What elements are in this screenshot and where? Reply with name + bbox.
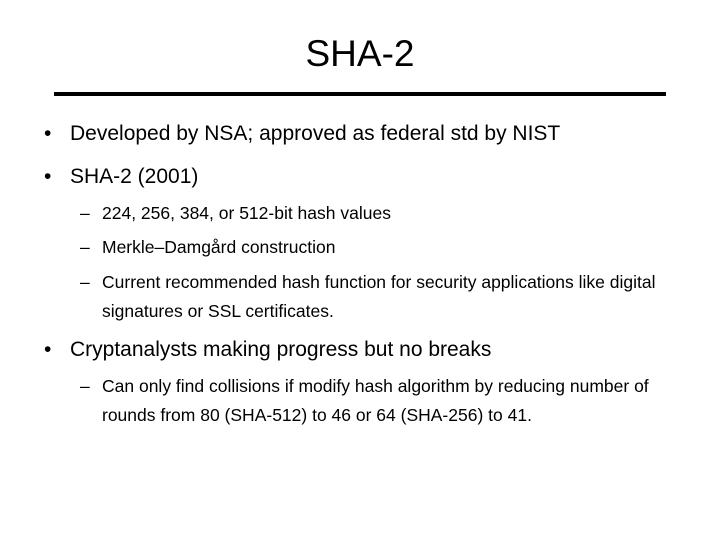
dash-icon: –	[80, 272, 90, 292]
bullet-text: Developed by NSA; approved as federal std by NIST	[70, 122, 561, 145]
bullet-icon: •	[44, 338, 52, 361]
dash-icon: –	[80, 203, 90, 223]
bullet-icon: •	[44, 122, 52, 145]
sub-bullet-text: Merkle–Damgård construction	[102, 237, 336, 257]
bullet-icon: •	[44, 165, 52, 188]
sub-bullet-text: Can only find collisions if modify hash algorithm by reducing number of rounds from 80 (SHA-512) to 46 or 64 (SHA-256) to 41.	[102, 376, 649, 425]
title-divider	[54, 92, 666, 96]
sub-bullet-text: Current recommended hash function for security applications like digital signatures or SSL certificates.	[102, 272, 656, 321]
bullet-text: SHA-2 (2001)	[70, 165, 199, 188]
sub-bullet-item	[80, 372, 680, 430]
sub-bullet-item	[80, 268, 680, 326]
sub-bullet-text: 224, 256, 384, or 512-bit hash values	[102, 203, 391, 223]
dash-icon: –	[80, 237, 90, 257]
sub-bullet-item	[80, 233, 680, 262]
sub-bullet-item	[80, 199, 680, 228]
bullet-text: Cryptanalysts making progress but no breaks	[70, 338, 492, 361]
slide-title: SHA-2	[305, 33, 415, 74]
dash-icon: –	[80, 376, 90, 396]
